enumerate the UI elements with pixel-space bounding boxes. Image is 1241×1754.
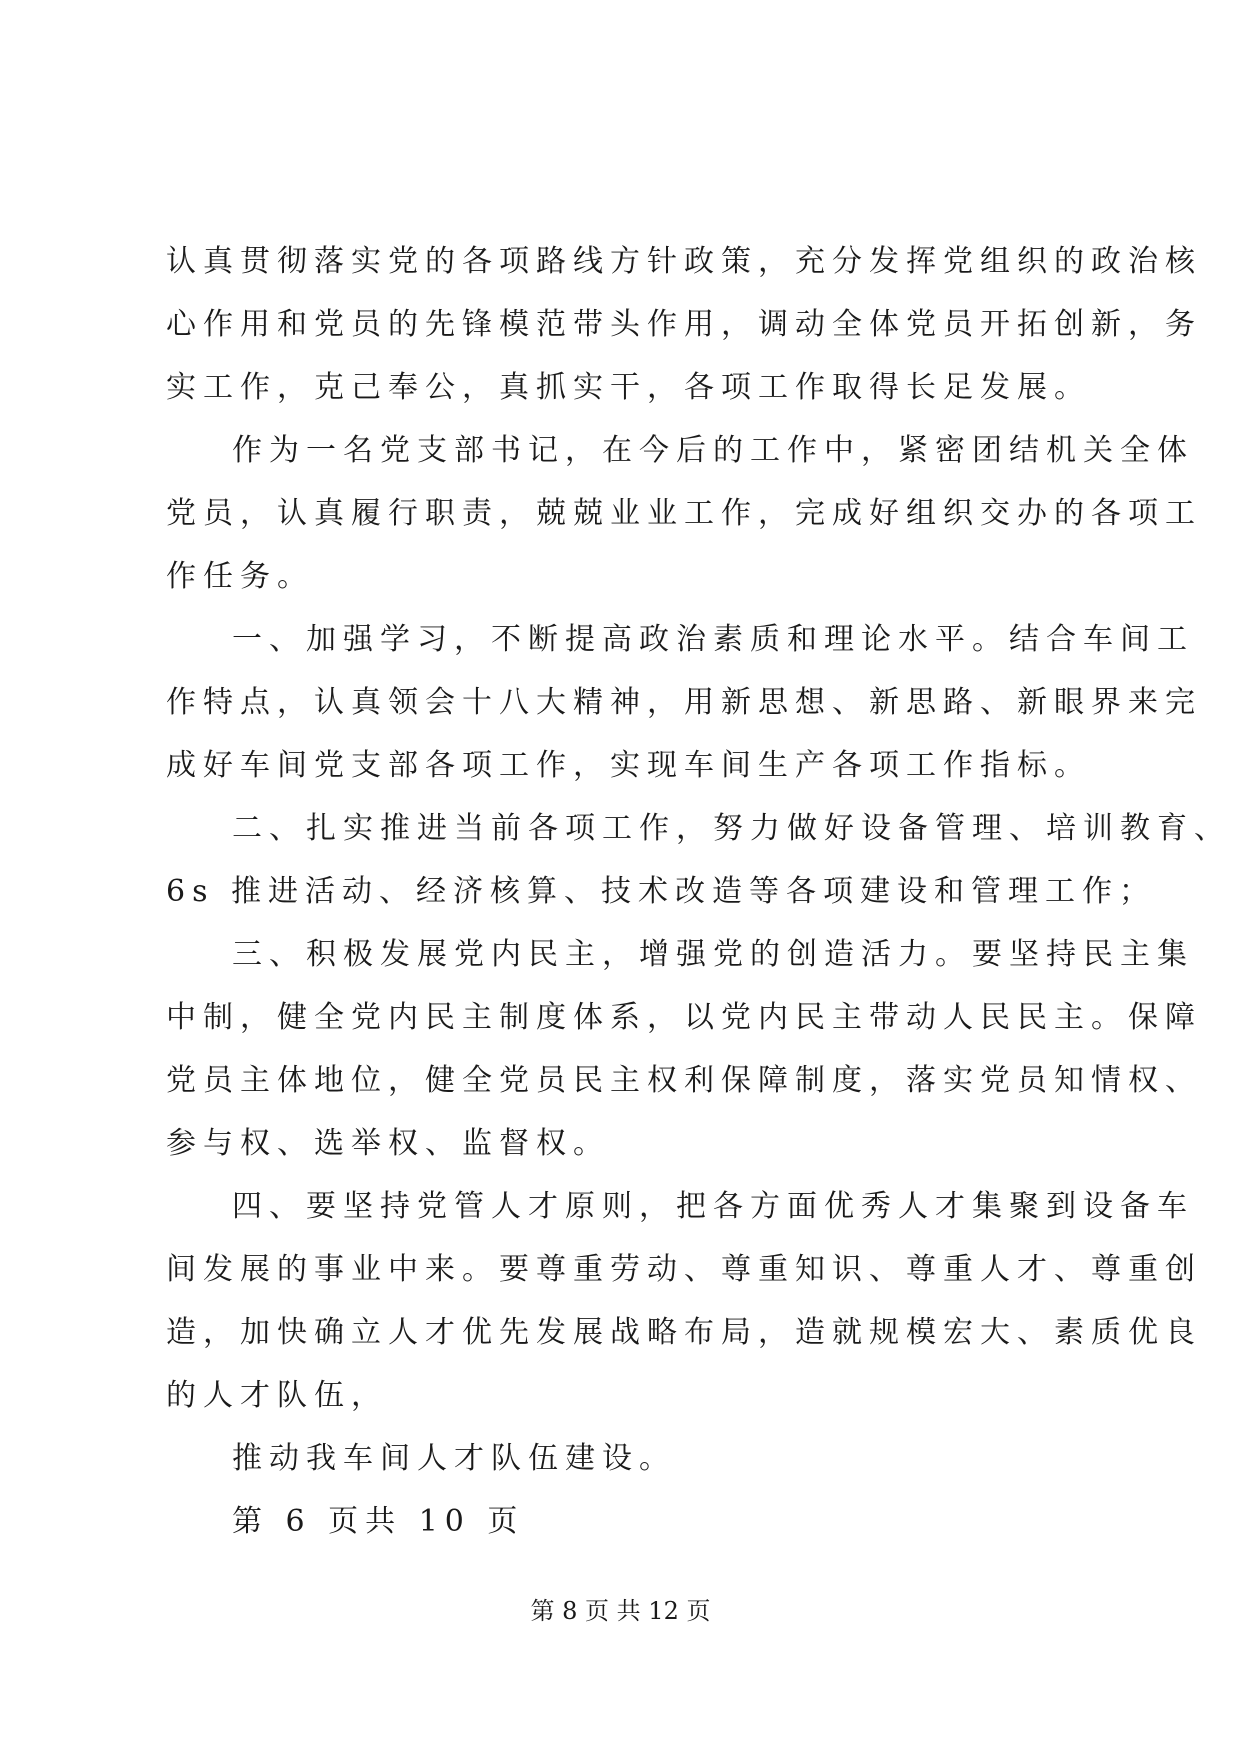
text-line: 作特点，认真领会十八大精神，用新思想、新思路、新眼界来完 — [166, 685, 1202, 720]
text-line: 党员主体地位，健全党员民主权利保障制度，落实党员知情权、 — [166, 1063, 1202, 1098]
text-line: 的人才队伍， — [166, 1378, 388, 1413]
text-line: 造，加快确立人才优先发展战略布局，造就规模宏大、素质优良 — [166, 1315, 1202, 1350]
text-line: 三、积极发展党内民主，增强党的创造活力。要坚持民主集 — [232, 937, 1194, 972]
text-line: 认真贯彻落实党的各项路线方针政策，充分发挥党组织的政治核 — [166, 244, 1202, 279]
text-line: 一、加强学习，不断提高政治素质和理论水平。结合车间工 — [232, 622, 1194, 657]
text-line: 作任务。 — [166, 559, 314, 594]
text-line: 6s 推进活动、经济核算、技术改造等各项建设和管理工作； — [166, 874, 1157, 909]
inner-page-number: 第 6 页共 10 页 — [232, 1504, 525, 1539]
text-line: 成好车间党支部各项工作，实现车间生产各项工作指标。 — [166, 748, 1091, 783]
text-line: 参与权、选举权、监督权。 — [166, 1126, 610, 1161]
text-line: 二、扎实推进当前各项工作，努力做好设备管理、培训教育、 — [232, 811, 1231, 846]
text-line: 作为一名党支部书记，在今后的工作中，紧密团结机关全体 — [232, 433, 1194, 468]
text-line: 实工作，克己奉公，真抓实干，各项工作取得长足发展。 — [166, 370, 1091, 405]
text-line: 推动我车间人才队伍建设。 — [232, 1441, 676, 1476]
text-line: 中制，健全党内民主制度体系，以党内民主带动人民民主。保障 — [166, 1000, 1202, 1035]
text-line: 四、要坚持党管人才原则，把各方面优秀人才集聚到设备车 — [232, 1189, 1194, 1224]
text-line: 间发展的事业中来。要尊重劳动、尊重知识、尊重人才、尊重创 — [166, 1252, 1202, 1287]
text-line: 心作用和党员的先锋模范带头作用，调动全体党员开拓创新，务 — [166, 307, 1202, 342]
text-line: 党员，认真履行职责，兢兢业业工作，完成好组织交办的各项工 — [166, 496, 1202, 531]
page-footer: 第 8 页 共 12 页 — [530, 1597, 711, 1625]
document-body — [166, 230, 1231, 1553]
